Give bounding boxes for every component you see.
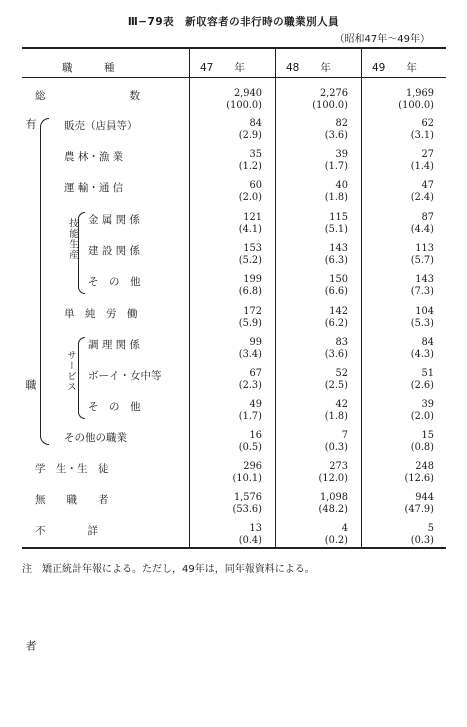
cell-percent: (1.7)	[324, 161, 348, 172]
cell-count: 15	[421, 430, 434, 441]
cell-count: 84	[421, 337, 434, 348]
header-category: 職 種	[62, 62, 115, 74]
row-label: そ の 他	[88, 276, 141, 288]
cell-percent: (2.0)	[410, 411, 434, 422]
cell-percent: (0.5)	[238, 442, 262, 453]
cell-count: 67	[249, 368, 262, 379]
cell-count: 142	[329, 306, 348, 317]
cell-percent: (5.3)	[410, 318, 434, 329]
row-label: その他の職業	[64, 432, 127, 444]
cell-count: 16	[249, 430, 262, 441]
cell-percent: (1.8)	[324, 192, 348, 203]
column-divider	[361, 48, 362, 547]
column-divider	[275, 48, 276, 547]
row-label: 調 理 関 係	[88, 339, 141, 351]
top-rule	[22, 47, 446, 49]
bottom-rule	[22, 547, 446, 549]
cell-count: 296	[243, 461, 262, 472]
cell-count: 39	[335, 149, 348, 160]
cell-count: 27	[421, 149, 434, 160]
cell-percent: (0.8)	[410, 442, 434, 453]
cell-count: 7	[341, 430, 348, 441]
cell-percent: (4.4)	[410, 224, 434, 235]
cell-count: 52	[335, 368, 348, 379]
cell-percent: (4.3)	[410, 349, 434, 360]
header-rule	[22, 77, 446, 78]
cell-count: 42	[335, 399, 348, 410]
cell-percent: (6.6)	[324, 286, 348, 297]
cell-count: 99	[249, 337, 262, 348]
cell-percent: (3.6)	[324, 130, 348, 141]
cell-percent: (53.6)	[232, 504, 262, 515]
column-divider	[189, 48, 190, 547]
cell-percent: (6.3)	[324, 255, 348, 266]
table-title: Ⅲ−79表 新収容者の非行時の職業別人員	[127, 16, 340, 28]
cell-count: 944	[415, 492, 434, 503]
cell-count: 51	[421, 368, 434, 379]
row-label: そ の 他	[88, 401, 141, 413]
cell-count: 40	[335, 180, 348, 191]
cell-percent: (3.4)	[238, 349, 262, 360]
table-subtitle: （昭和47年〜49年）	[334, 34, 430, 45]
cell-percent: (100.0)	[226, 100, 262, 111]
cell-percent: (1.4)	[410, 161, 434, 172]
header-year: 48 年	[286, 62, 331, 74]
cell-count: 199	[243, 274, 262, 285]
cell-count: 143	[329, 243, 348, 254]
cell-count: 87	[421, 212, 434, 223]
cell-count: 113	[415, 243, 434, 254]
cell-count: 115	[329, 212, 348, 223]
cell-count: 273	[329, 461, 348, 472]
cell-percent: (12.0)	[318, 473, 348, 484]
cell-percent: (48.2)	[318, 504, 348, 515]
cell-percent: (0.3)	[410, 535, 434, 546]
row-label: 不 詳	[35, 525, 98, 537]
group-label-skilled: 技能生産	[67, 218, 78, 260]
cell-percent: (1.7)	[238, 411, 262, 422]
cell-percent: (0.2)	[324, 535, 348, 546]
cell-count: 150	[329, 274, 348, 285]
row-label: ボーイ・女中等	[88, 370, 162, 382]
cell-count: 62	[421, 118, 434, 129]
footnote: 注 矯正統計年報による。ただし，49年は，同年報資料による。	[22, 564, 315, 575]
cell-count: 13	[249, 523, 262, 534]
cell-count: 35	[249, 149, 262, 160]
cell-percent: (2.5)	[324, 380, 348, 391]
row-label: 単 純 労 働	[64, 308, 138, 320]
cell-percent: (6.2)	[324, 318, 348, 329]
cell-count: 84	[249, 118, 262, 129]
cell-percent: (5.1)	[324, 224, 348, 235]
row-label: 建 設 関 係	[88, 245, 141, 257]
cell-count: 2,940	[233, 88, 262, 99]
cell-percent: (2.4)	[410, 192, 434, 203]
cell-count: 39	[421, 399, 434, 410]
cell-count: 49	[249, 399, 262, 410]
cell-percent: (2.0)	[238, 192, 262, 203]
row-label: 無 職 者	[35, 494, 109, 506]
cell-percent: (2.6)	[410, 380, 434, 391]
cell-percent: (2.3)	[238, 380, 262, 391]
cell-percent: (2.9)	[238, 130, 262, 141]
brace-skilled	[78, 212, 85, 294]
row-label: 学 生・生 徒	[35, 463, 109, 475]
header-year: 49 年	[372, 62, 417, 74]
cell-percent: (6.8)	[238, 286, 262, 297]
cell-count: 5	[427, 523, 434, 534]
cell-count: 172	[243, 306, 262, 317]
header-year: 47 年	[200, 62, 245, 74]
cell-percent: (1.8)	[324, 411, 348, 422]
group-label-employed: 有 職 者	[24, 118, 37, 727]
cell-count: 104	[415, 306, 434, 317]
cell-percent: (5.2)	[238, 255, 262, 266]
cell-count: 1,576	[233, 492, 262, 503]
row-label: 金 属 関 係	[88, 214, 141, 226]
brace-service	[78, 337, 85, 419]
cell-count: 83	[335, 337, 348, 348]
cell-percent: (10.1)	[232, 473, 262, 484]
cell-count: 153	[243, 243, 262, 254]
cell-count: 121	[243, 212, 262, 223]
cell-count: 1,098	[319, 492, 348, 503]
cell-percent: (4.1)	[238, 224, 262, 235]
cell-percent: (0.4)	[238, 535, 262, 546]
cell-percent: (5.9)	[238, 318, 262, 329]
row-label: 販売（店員等）	[64, 120, 138, 132]
cell-percent: (1.2)	[238, 161, 262, 172]
cell-count: 4	[341, 523, 348, 534]
cell-count: 2,276	[319, 88, 348, 99]
cell-percent: (7.3)	[410, 286, 434, 297]
cell-count: 143	[415, 274, 434, 285]
cell-count: 60	[249, 180, 262, 191]
row-label: 運 輸・通 信	[64, 182, 124, 194]
cell-percent: (100.0)	[312, 100, 348, 111]
cell-count: 47	[421, 180, 434, 191]
cell-percent: (100.0)	[398, 100, 434, 111]
cell-percent: (3.6)	[324, 349, 348, 360]
cell-count: 82	[335, 118, 348, 129]
cell-count: 248	[415, 461, 434, 472]
cell-percent: (3.1)	[410, 130, 434, 141]
group-label-service: サービス	[65, 350, 76, 392]
cell-count: 1,969	[405, 88, 434, 99]
cell-percent: (47.9)	[404, 504, 434, 515]
row-label: 総 数	[35, 90, 140, 102]
brace-employed	[40, 118, 49, 445]
cell-percent: (12.6)	[404, 473, 434, 484]
cell-percent: (5.7)	[410, 255, 434, 266]
row-label: 農 林・漁 業	[64, 151, 124, 163]
cell-percent: (0.3)	[324, 442, 348, 453]
